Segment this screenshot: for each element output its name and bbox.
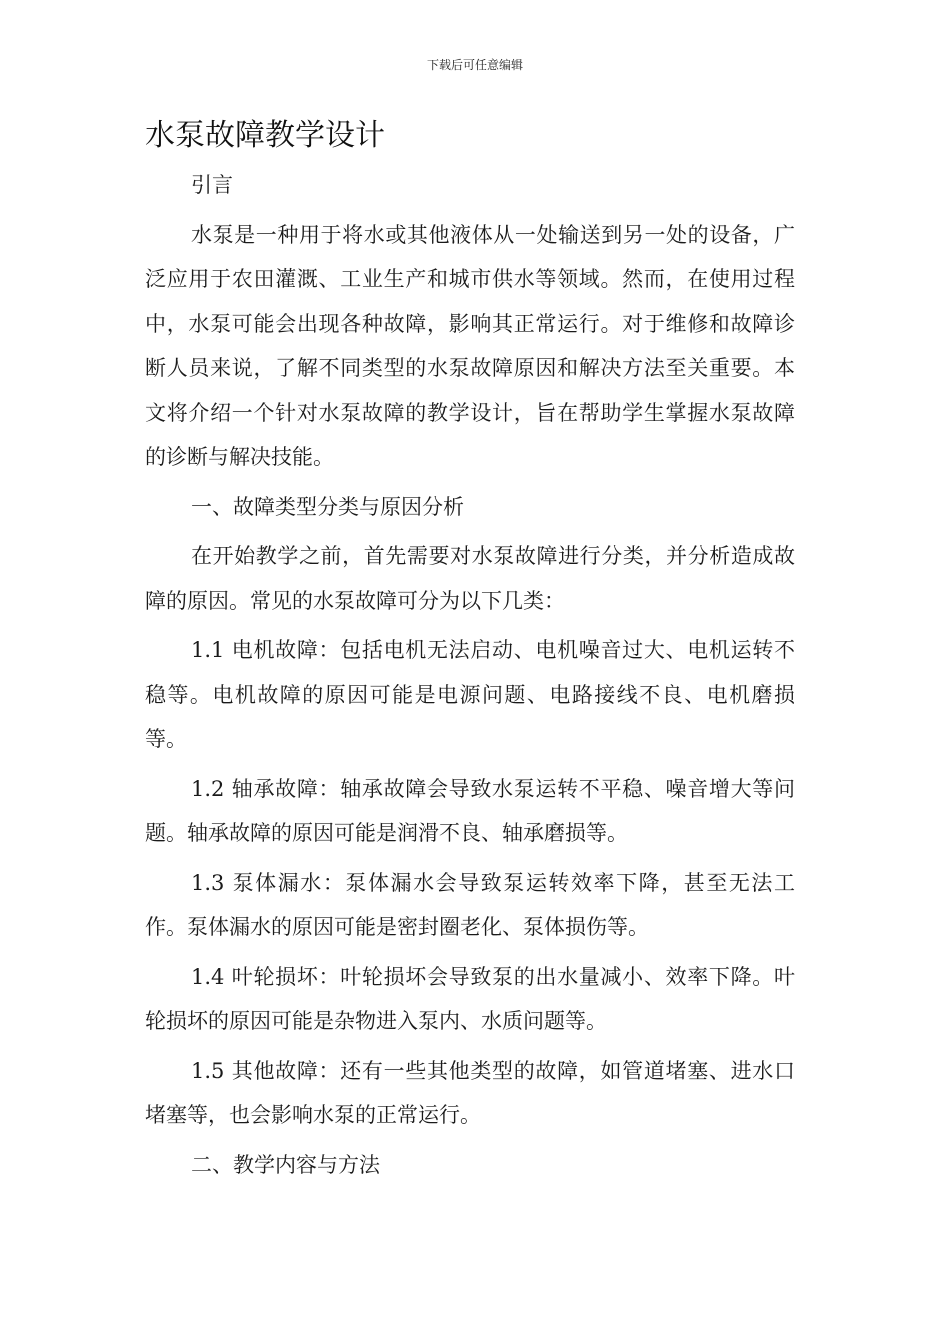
list-item-1-4: 1.4 叶轮损坏：叶轮损坏会导致泵的出水量减小、效率下降。叶轮损坏的原因可能是杂物进入泵内、水质问题等。 <box>145 964 795 1033</box>
heading-introduction: 引言 <box>191 173 233 197</box>
page-header-note: 下载后可任意编辑 <box>426 58 523 72</box>
heading-section-1: 一、故障类型分类与原因分析 <box>191 494 464 519</box>
document-title: 水泵故障教学设计 <box>145 118 385 153</box>
paragraph-introduction: 水泵是一种用于将水或其他液体从一处输送到另一处的设备，广泛应用于农田灌溉、工业生产和城市供水等领域。然而，在使用过程中，水泵可能会出现各种故障，影响其正常运行。对于维修和故障诊断人员来说，了解不同类型的水泵故障原因和解决方法至关重要。本文将介绍一个针对水泵故障的教学设计，旨在帮助学生掌握水泵故障的诊断与解决技能。 <box>145 222 795 469</box>
paragraph-section-1-intro: 在开始教学之前，首先需要对水泵故障进行分类，并分析造成故障的原因。常见的水泵故障可分为以下几类： <box>145 544 795 613</box>
list-item-1-1: 1.1 电机故障：包括电机无法启动、电机噪音过大、电机运转不稳等。电机故障的原因可能是电源问题、电路接线不良、电机磨损等。 <box>145 638 795 751</box>
document-body <box>145 163 795 1192</box>
list-item-1-3: 1.3 泵体漏水：泵体漏水会导致泵运转效率下降，甚至无法工作。泵体漏水的原因可能是密封圈老化、泵体损伤等。 <box>145 870 795 939</box>
list-item-1-2: 1.2 轴承故障：轴承故障会导致水泵运转不平稳、噪音增大等问题。轴承故障的原因可能是润滑不良、轴承磨损等。 <box>145 776 795 845</box>
list-item-1-5: 1.5 其他故障：还有一些其他类型的故障，如管道堵塞、进水口堵塞等，也会影响水泵的正常运行。 <box>145 1058 795 1127</box>
heading-section-2: 二、教学内容与方法 <box>191 1152 380 1177</box>
